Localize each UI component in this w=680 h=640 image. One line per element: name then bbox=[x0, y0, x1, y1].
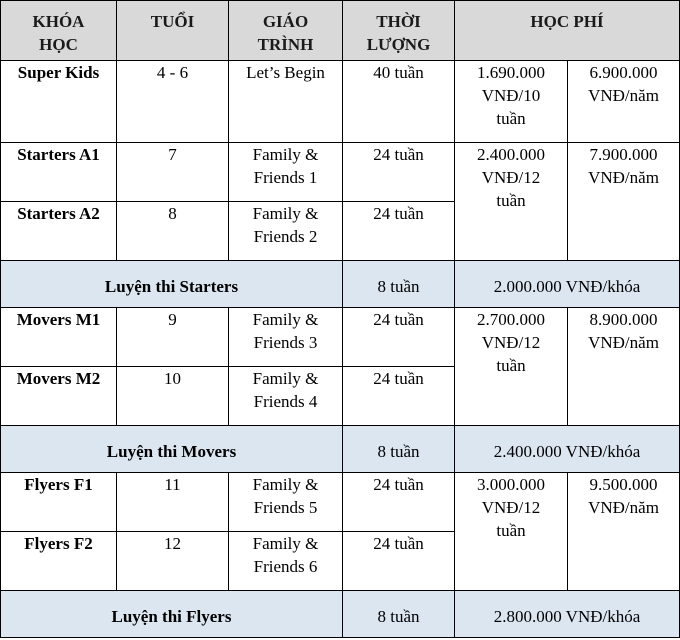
header-age: TUỔI bbox=[117, 1, 229, 61]
duration-cell: 24 tuần bbox=[343, 473, 455, 532]
header-row bbox=[1, 1, 680, 61]
curriculum-cell: Family & Friends 6 bbox=[229, 532, 343, 591]
curriculum-cell: Family & Friends 4 bbox=[229, 367, 343, 426]
exam-prep-fee: 2.800.000 VNĐ/khóa bbox=[455, 591, 680, 638]
header-duration: THỜI LƯỢNG bbox=[343, 1, 455, 61]
year-fee-cell: 8.900.000 VNĐ/năm bbox=[568, 308, 680, 426]
curriculum-cell: Family & Friends 3 bbox=[229, 308, 343, 367]
curriculum-cell: Family & Friends 2 bbox=[229, 202, 343, 261]
exam-prep-duration: 8 tuần bbox=[343, 426, 455, 473]
age-cell: 11 bbox=[117, 473, 229, 532]
duration-cell: 24 tuần bbox=[343, 367, 455, 426]
curriculum-cell: Family & Friends 1 bbox=[229, 143, 343, 202]
exam-prep-label: Luyện thi Flyers bbox=[1, 591, 343, 638]
course-name: Flyers F1 bbox=[1, 473, 117, 532]
year-fee-cell: 9.500.000 VNĐ/năm bbox=[568, 473, 680, 591]
course-name: Flyers F2 bbox=[1, 532, 117, 591]
exam-prep-row bbox=[1, 261, 680, 308]
duration-cell: 24 tuần bbox=[343, 202, 455, 261]
exam-prep-label: Luyện thi Movers bbox=[1, 426, 343, 473]
course-name: Super Kids bbox=[1, 61, 117, 143]
exam-prep-duration: 8 tuần bbox=[343, 261, 455, 308]
table-row bbox=[1, 61, 680, 143]
table-row bbox=[1, 308, 680, 367]
term-fee-cell: 2.700.000 VNĐ/12 tuần bbox=[455, 308, 568, 426]
exam-prep-row bbox=[1, 426, 680, 473]
age-cell: 10 bbox=[117, 367, 229, 426]
course-name: Starters A1 bbox=[1, 143, 117, 202]
curriculum-cell: Family & Friends 5 bbox=[229, 473, 343, 532]
year-fee-cell: 7.900.000 VNĐ/năm bbox=[568, 143, 680, 261]
age-cell: 12 bbox=[117, 532, 229, 591]
course-name: Movers M2 bbox=[1, 367, 117, 426]
term-fee-cell: 1.690.000 VNĐ/10 tuần bbox=[455, 61, 568, 143]
course-name: Starters A2 bbox=[1, 202, 117, 261]
duration-cell: 24 tuần bbox=[343, 308, 455, 367]
term-fee-cell: 2.400.000 VNĐ/12 tuần bbox=[455, 143, 568, 261]
table-row bbox=[1, 143, 680, 202]
age-cell: 4 - 6 bbox=[117, 61, 229, 143]
exam-prep-fee: 2.000.000 VNĐ/khóa bbox=[455, 261, 680, 308]
exam-prep-duration: 8 tuần bbox=[343, 591, 455, 638]
course-name: Movers M1 bbox=[1, 308, 117, 367]
duration-cell: 24 tuần bbox=[343, 532, 455, 591]
term-fee-cell: 3.000.000 VNĐ/12 tuần bbox=[455, 473, 568, 591]
duration-cell: 40 tuần bbox=[343, 61, 455, 143]
header-course: KHÓA HỌC bbox=[1, 1, 117, 61]
exam-prep-label: Luyện thi Starters bbox=[1, 261, 343, 308]
curriculum-cell: Let’s Begin bbox=[229, 61, 343, 143]
exam-prep-fee: 2.400.000 VNĐ/khóa bbox=[455, 426, 680, 473]
year-fee-cell: 6.900.000 VNĐ/năm bbox=[568, 61, 680, 143]
exam-prep-row bbox=[1, 591, 680, 638]
age-cell: 7 bbox=[117, 143, 229, 202]
table-row bbox=[1, 473, 680, 532]
age-cell: 9 bbox=[117, 308, 229, 367]
duration-cell: 24 tuần bbox=[343, 143, 455, 202]
header-fee: HỌC PHÍ bbox=[455, 1, 680, 61]
header-curriculum: GIÁO TRÌNH bbox=[229, 1, 343, 61]
age-cell: 8 bbox=[117, 202, 229, 261]
